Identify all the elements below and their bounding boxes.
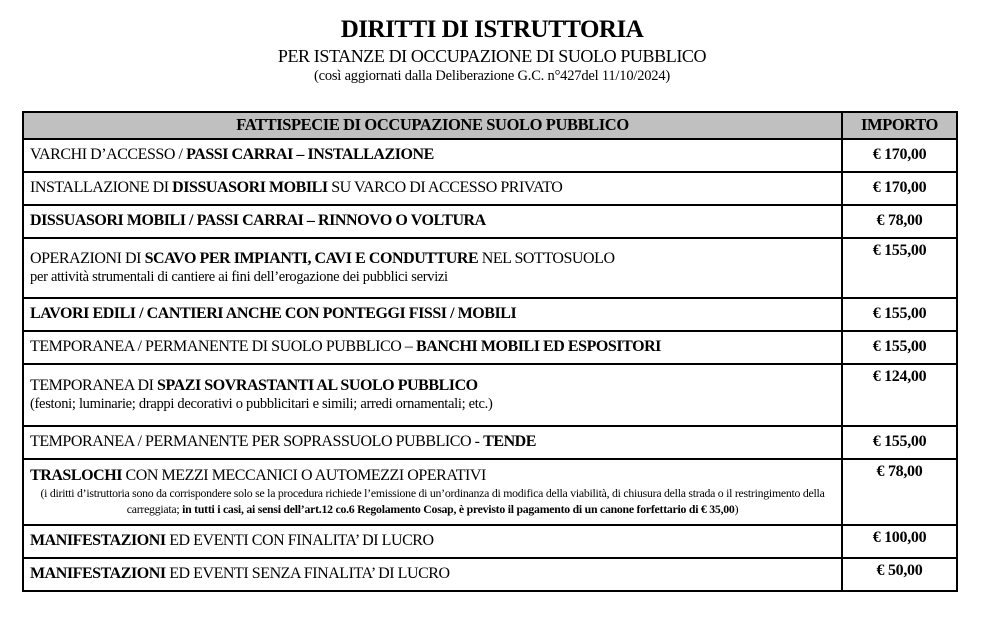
row-description — [23, 139, 842, 172]
row-amount: € 78,00 — [842, 459, 957, 525]
row-description — [23, 298, 842, 331]
description-line-main: TEMPORANEA / PERMANENTE PER SOPRASSUOLO PUBBLICO - TENDE — [30, 433, 537, 451]
table-row — [23, 558, 957, 591]
document-note: (così aggiornati dalla Deliberazione G.C. n°427del 11/10/2024) — [313, 68, 671, 85]
column-header-fattispecie: FATTISPECIE DI OCCUPAZIONE SUOLO PUBBLICO — [23, 112, 842, 139]
description-line-main: INSTALLAZIONE DI DISSUASORI MOBILI SU VARCO DI ACCESSO PRIVATO — [30, 179, 563, 197]
row-description — [23, 459, 842, 525]
fees-table — [22, 111, 958, 592]
table-row — [23, 525, 957, 558]
description-line-main: LAVORI EDILI / CANTIERI ANCHE CON PONTEGGI FISSI / MOBILI — [30, 305, 517, 323]
table-header-row — [23, 112, 957, 139]
description-line-main: MANIFESTAZIONI ED EVENTI CON FINALITA’ DI LUCRO — [30, 532, 434, 550]
row-description — [23, 238, 842, 298]
row-amount: € 170,00 — [842, 172, 957, 205]
row-amount: € 124,00 — [842, 364, 957, 426]
table-row — [23, 298, 957, 331]
row-description — [23, 364, 842, 426]
fees-table-body — [23, 139, 957, 591]
row-amount: € 170,00 — [842, 139, 957, 172]
row-description — [23, 172, 842, 205]
description-line-main: OPERAZIONI DI SCAVO PER IMPIANTI, CAVI E CONDUTTURE NEL SOTTOSUOLO — [30, 249, 615, 267]
table-row — [23, 238, 957, 298]
description-line-sub: (festoni; luminarie; drappi decorativi o pubblicitari e simili; arredi ornamentali; etc.) — [30, 396, 493, 413]
document-subtitle: PER ISTANZE DI OCCUPAZIONE DI SUOLO PUBBLICO — [277, 45, 707, 66]
row-amount: € 78,00 — [842, 205, 957, 238]
description-line-main: DISSUASORI MOBILI / PASSI CARRAI – RINNOVO O VOLTURA — [30, 212, 486, 230]
description-line-main: MANIFESTAZIONI ED EVENTI SENZA FINALITA’ DI LUCRO — [30, 565, 450, 583]
table-row — [23, 426, 957, 459]
description-line-main: VARCHI D’ACCESSO / PASSI CARRAI – INSTALLAZIONE — [30, 146, 434, 164]
document-title: DIRITTI DI ISTRUTTORIA — [340, 16, 644, 43]
table-row — [23, 331, 957, 364]
table-row — [23, 172, 957, 205]
table-row — [23, 459, 957, 525]
description-line-main: TEMPORANEA / PERMANENTE DI SUOLO PUBBLICO – BANCHI MOBILI ED ESPOSITORI — [30, 338, 661, 356]
table-row — [23, 205, 957, 238]
table-row — [23, 139, 957, 172]
description-line-fine: (i diritti d’istruttoria sono da corrispondere solo se la procedura richiede l’emissione di un’ordinanza di modifica della viabilità, di chiusura della strada o il restringimento della carreggiata; in tutti i casi, ai sensi dell’art.12 co.6 Regolamento Cosap, è previsto il pagamento di un canone forfettario di € 35,00) — [40, 486, 825, 516]
row-amount: € 155,00 — [842, 426, 957, 459]
row-amount: € 155,00 — [842, 238, 957, 298]
row-description — [23, 525, 842, 558]
row-amount: € 50,00 — [842, 558, 957, 591]
row-amount: € 155,00 — [842, 298, 957, 331]
row-description — [23, 426, 842, 459]
row-description — [23, 558, 842, 591]
description-line-main: TEMPORANEA DI SPAZI SOVRASTANTI AL SUOLO PUBBLICO — [30, 376, 478, 394]
description-line-main: TRASLOCHI CON MEZZI MECCANICI O AUTOMEZZI OPERATIVI — [30, 467, 486, 485]
row-amount: € 100,00 — [842, 525, 957, 558]
row-amount: € 155,00 — [842, 331, 957, 364]
description-line-sub: per attività strumentali di cantiere ai fini dell’erogazione dei pubblici servizi — [30, 269, 448, 286]
column-header-importo: IMPORTO — [842, 112, 957, 139]
table-row — [23, 364, 957, 426]
row-description — [23, 205, 842, 238]
row-description — [23, 331, 842, 364]
